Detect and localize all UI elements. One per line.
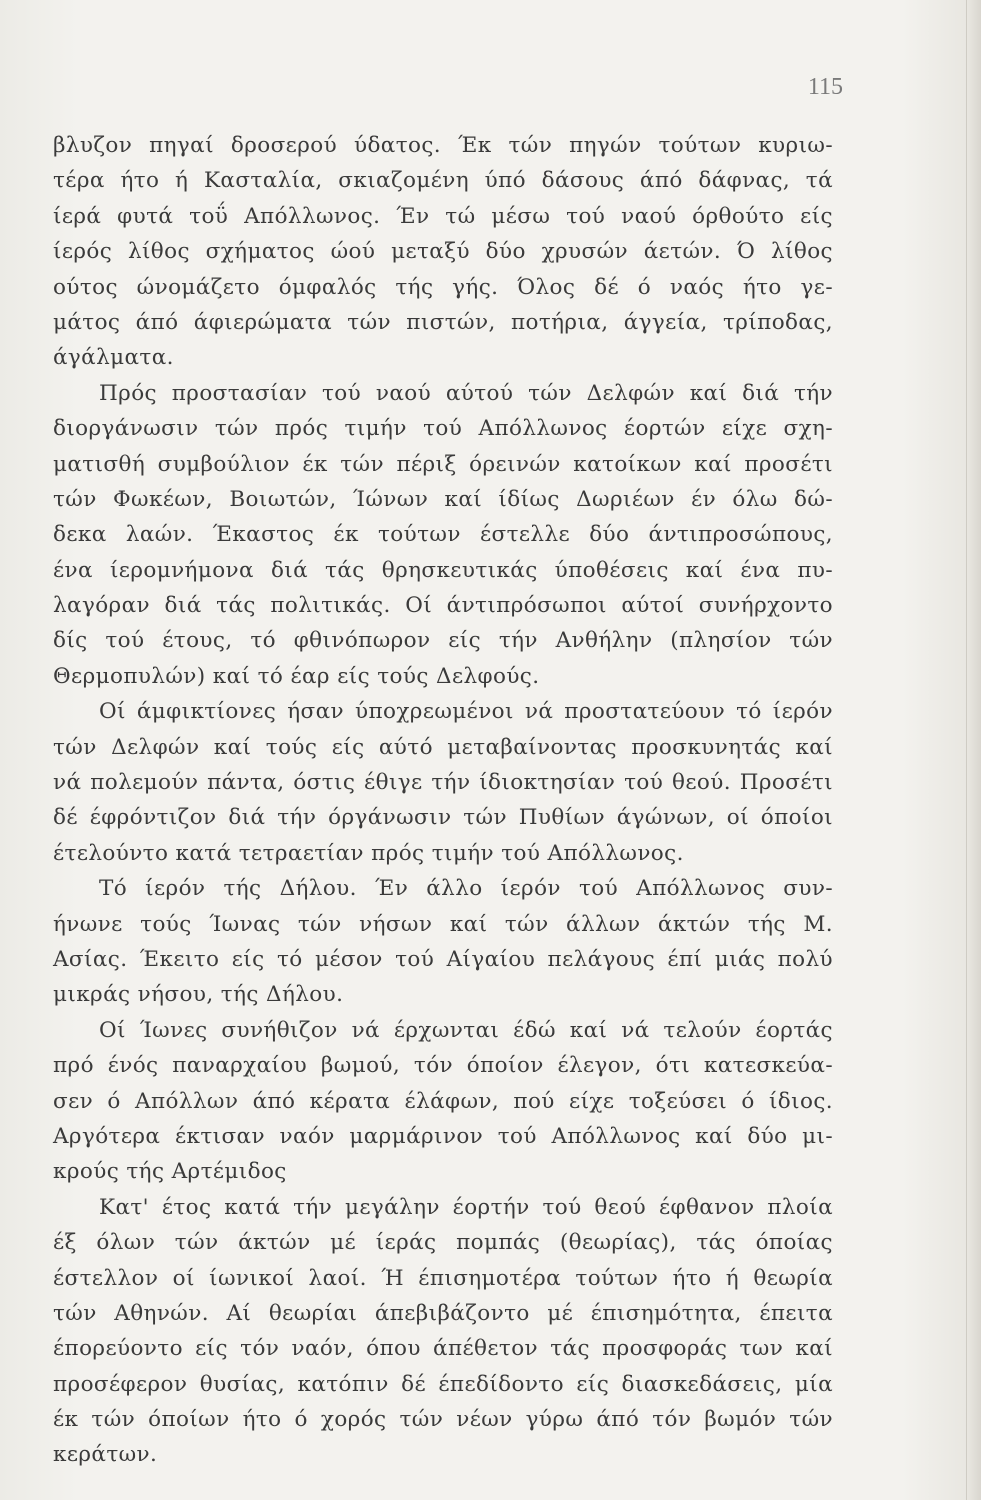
text-line: πρό ένός παναρχαίου βωμού, τόν όποίον έλεγον, ότι κατεσκεύα- — [53, 1053, 833, 1079]
page-edge — [966, 0, 981, 1500]
page-number: 115 — [807, 74, 843, 100]
text-line: ένα ίερομνήμονα διά τάς θρησκευτικάς ύποθέσεις καί ένα πυ- — [53, 557, 833, 583]
text-line: τών Φωκέων, Βοιωτών, Ίώνων καί ίδίως Δωριέων έν όλω δώ- — [53, 486, 833, 512]
text-line: λαγόραν διά τάς πολιτικάς. Οί άντιπρόσωποι αύτοί συνήρχοντο — [53, 593, 833, 619]
text-line: μικράς νήσου, τής Δήλου. — [53, 982, 344, 1008]
text-line: Ασίας. Έκειτο είς τό μέσον τού Αίγαίου πελάγους έπί μιάς πολύ — [53, 946, 833, 972]
text-line: κεράτων. — [53, 1442, 158, 1468]
text-line: Θερμοπυλών) καί τό έαρ είς τούς Δελφούς. — [53, 663, 540, 689]
text-line: Πρός προστασίαν τού ναού αύτού τών Δελφών καί διά τήν — [99, 380, 833, 406]
text-line: έτελούντο κατά τετραετίαν πρός τιμήν τού Απόλλωνος. — [53, 840, 684, 866]
text-line: δίς τού έτους, τό φθινόπωρον είς τήν Ανθήλην (πλησίον τών — [53, 628, 833, 654]
text-line: προσέφερον θυσίας, κατόπιν δέ έπεδίδοντο είς διασκεδάσεις, μία — [53, 1371, 833, 1397]
text-line: έστελλον οί ίωνικοί λαοί. Ή έπισημοτέρα τούτων ήτο ή θεωρία — [53, 1265, 833, 1291]
text-line: νά πολεμούν πάντα, όστις έθιγε τήν ίδιοκτησίαν τού θεού. Προσέτι — [53, 770, 833, 796]
text-line: έκ τών όποίων ήτο ό χορός τών νέων γύρω άπό τόν βωμόν τών — [53, 1407, 833, 1433]
text-line: έπορεύοντο είς τόν ναόν, όπου άπέθετον τάς προσφοράς των καί — [53, 1336, 833, 1362]
text-line: τέρα ήτο ή Κασταλία, σκιαζομένη ύπό δάσους άπό δάφνας, τά — [53, 168, 833, 194]
text-line: ίερά φυτά τοΰ Απόλλωνος. Έν τώ μέσω τού ναού όρθούτο είς — [53, 203, 833, 229]
text-line: Τό ίερόν τής Δήλου. Έν άλλο ίερόν τού Απόλλωνος συν- — [99, 876, 833, 902]
text-line: Αργότερα έκτισαν ναόν μαρμάρινον τού Απόλλωνος καί δύο μι- — [53, 1123, 833, 1149]
text-line: βλυζον πηγαί δροσερού ύδατος. Έκ τών πηγών τούτων κυριω- — [53, 133, 833, 158]
text-line: ούτος ώνομάζετο όμφαλός τής γής. Όλος δέ ό ναός ήτο γε- — [53, 274, 833, 300]
text-line: δέ έφρόντιζον διά τήν όργάνωσιν τών Πυθίων άγώνων, οί όποίοι — [53, 805, 833, 831]
text-line: μάτος άπό άφιερώματα τών πιστών, ποτήρια, άγγεία, τρίποδας, — [53, 309, 833, 335]
text-line: ήνωνε τούς Ίωνας τών νήσων καί τών άλλων άκτών τής Μ. — [53, 911, 833, 937]
body-text — [53, 128, 833, 1473]
text-line: Οί άμφικτίονες ήσαν ύποχρεωμένοι νά προστατεύουν τό ίερόν — [99, 699, 833, 725]
text-line: Οί Ίωνες συνήθιζον νά έρχωνται έδώ καί νά τελούν έορτάς — [99, 1017, 833, 1043]
text-line: άγάλματα. — [53, 345, 174, 371]
text-line: δεκα λαών. Έκαστος έκ τούτων έστελλε δύο άντιπροσώπους, — [53, 522, 833, 548]
text-line: κρούς τής Αρτέμιδος — [53, 1159, 287, 1185]
text-line: ίερός λίθος σχήματος ώού μεταξύ δύο χρυσών άετών. Ό λίθος — [53, 239, 833, 265]
text-line: σεν ό Απόλλων άπό κέρατα έλάφων, πού είχε τοξεύσει ό ίδιος. — [53, 1088, 833, 1114]
text-line: τών Δελφών καί τούς είς αύτό μεταβαίνοντας προσκυνητάς καί — [53, 734, 833, 760]
text-line: Κατ' έτος κατά τήν μεγάλην έορτήν τού θεού έφθανον πλοία — [99, 1194, 833, 1220]
text-line: διοργάνωσιν τών πρός τιμήν τού Απόλλωνος έορτών είχε σχη- — [53, 416, 833, 442]
text-line: τών Αθηνών. Αί θεωρίαι άπεβιβάζοντο μέ έπισημότητα, έπειτα — [53, 1300, 833, 1326]
text-line: ματισθή συμβούλιον έκ τών πέριξ όρεινών κατοίκων καί προσέτι — [53, 451, 833, 477]
text-line: έξ όλων τών άκτών μέ ίεράς πομπάς (θεωρίας), τάς όποίας — [53, 1230, 833, 1256]
